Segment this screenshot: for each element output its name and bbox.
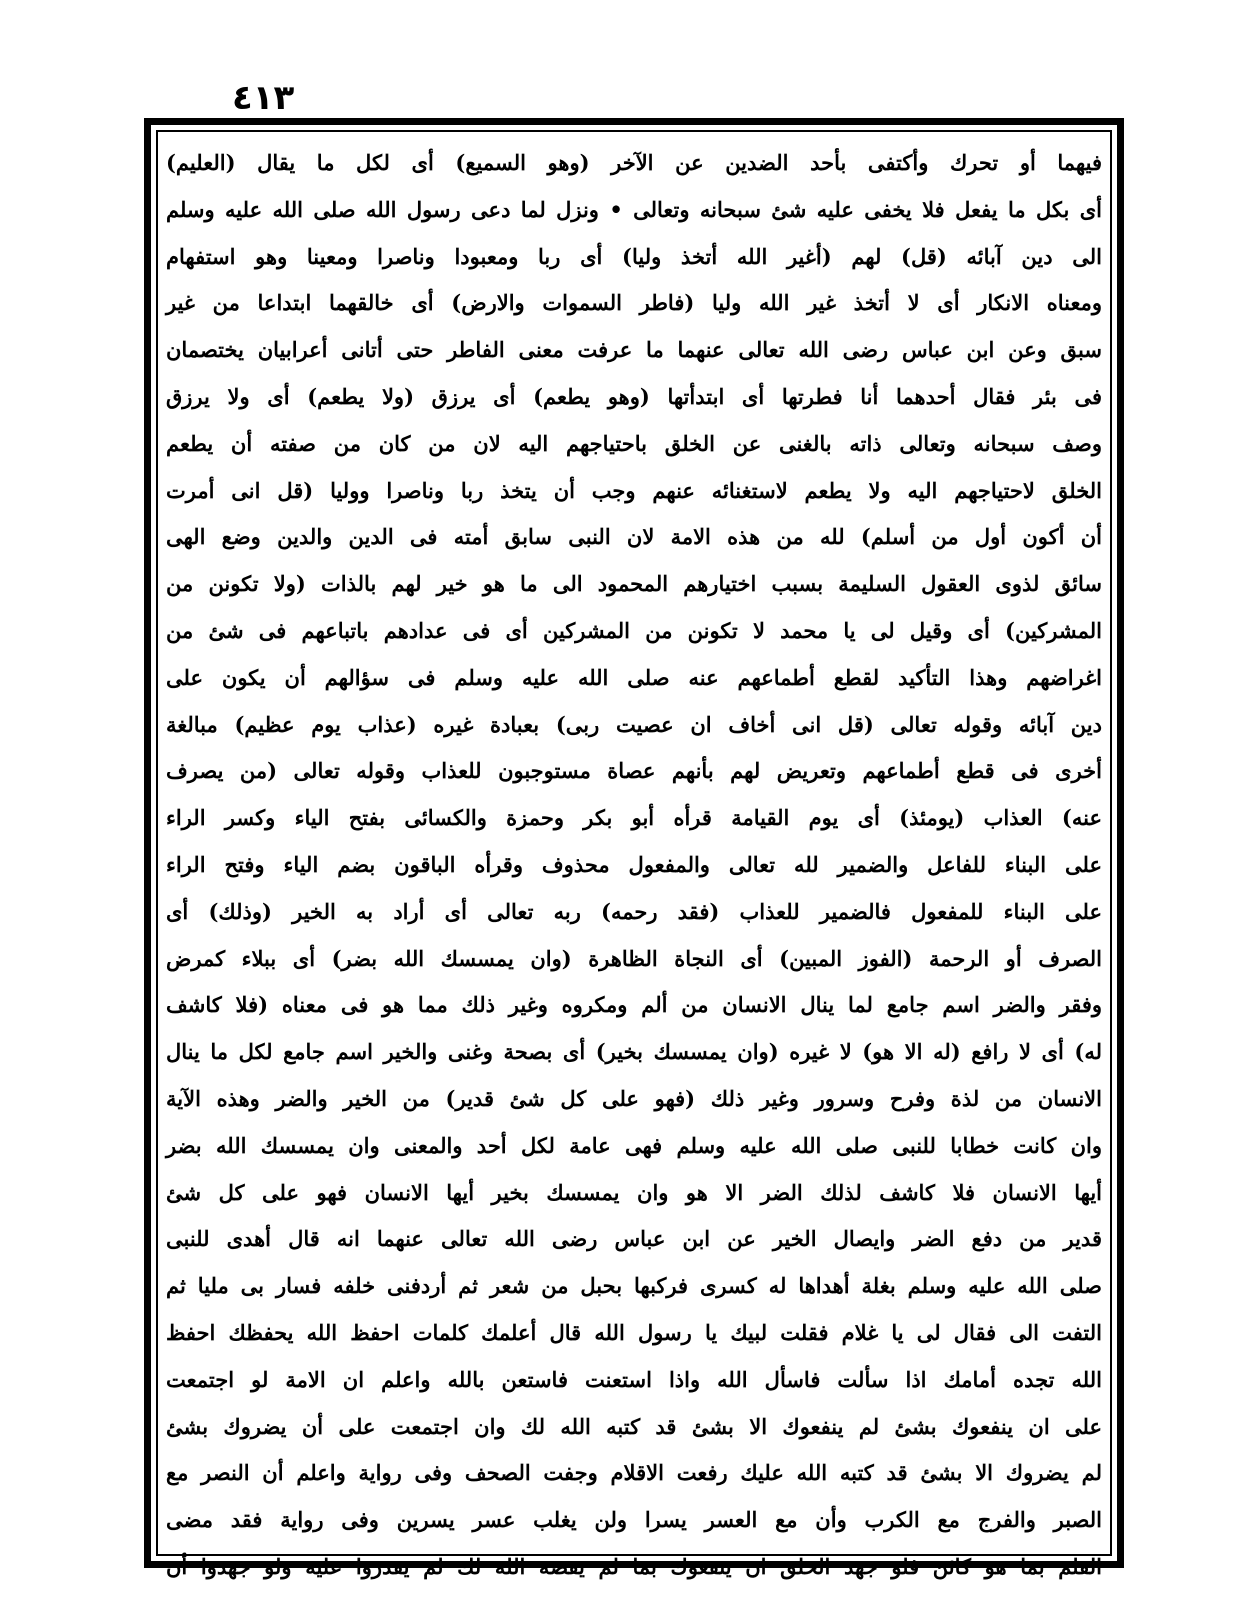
text-line: التفت الى فقال لى يا غلام فقلت لبيك يا رسول الله قال أعلمك كلمات احفظ الله يحفظك احفظ xyxy=(166,1319,1102,1345)
text-line: على ان ينفعوك بشئ لم ينفعوك الا بشئ قد كتبه الله لك وان اجتمعت على أن يضروك بشئ xyxy=(166,1413,1102,1439)
text-line: صلى الله عليه وسلم بغلة أهداها له كسرى فركبها بحبل من شعر ثم أردفنى خلفه فسار بى مليا ثم xyxy=(166,1273,1102,1299)
text-line: الله تجده أمامك اذا سألت فاسأل الله واذا استعنت فاستعن بالله واعلم ان الامة لو اجتمعت xyxy=(166,1366,1102,1392)
text-line: قدير من دفع الضر وايصال الخير عن ابن عباس رضى الله تعالى عنهما انه قال أهدى للنبى xyxy=(166,1226,1102,1252)
text-line: على البناء للمفعول فالضمير للعذاب (فقد رحمه) ربه تعالى أى أراد به الخير (وذلك) أى xyxy=(166,898,1102,924)
arabic-text-body xyxy=(166,140,1102,1579)
text-line: القلم بما هو كائن فلو جهد الخلق ان ينفعوك بما لم يقضه الله لك لم يقدروا عليه ولو جهدوا أن xyxy=(166,1553,1102,1579)
text-line: فيهما أو تحرك وأكتفى بأحد الضدين عن الآخر (وهو السميع) أى لكل ما يقال (العليم) xyxy=(166,150,1102,175)
page-number: ٤١٣ xyxy=(232,78,295,118)
text-line: أيها الانسان فلا كاشف لذلك الضر الا هو وان يمسسك بخير أيها الانسان فهو على كل شئ xyxy=(166,1179,1102,1205)
text-line: المشركين) أى وقيل لى يا محمد لا تكونن من المشركين أى فى عدادهم باتباعهم فى شئ من xyxy=(166,617,1102,643)
text-line: له) أى لا رافع (له الا هو) لا غيره (وان يمسسك بخير) أى بصحة وغنى والخير اسم جامع لكل ما ينال xyxy=(166,1039,1102,1065)
text-line: دين آبائه وقوله تعالى (قل انى أخاف ان عصيت ربى) بعبادة غيره (عذاب يوم عظيم) مبالغة xyxy=(166,711,1102,737)
text-line: وفقر والضر اسم جامع لما ينال الانسان من ألم ومكروه وغير ذلك مما هو فى معناه (فلا كاشف xyxy=(166,992,1102,1018)
text-line: فى بئر فقال أحدهما أنا فطرتها أى ابتدأتها (وهو يطعم) أى يرزق (ولا يطعم) أى ولا يرزق xyxy=(166,383,1102,409)
text-line: الى دين آبائه (قل) لهم (أغير الله أتخذ وليا) أى ربا ومعبودا وناصرا ومعينا وهو استفهام xyxy=(166,243,1102,269)
text-line: عنه) العذاب (يومئذ) أى يوم القيامة قرأه أبو بكر وحمزة والكسائى بفتح الياء وكسر الراء xyxy=(166,805,1102,831)
text-line: أن أكون أول من أسلم) لله من هذه الامة لان النبى سابق أمته فى الدين والدين وضع الهى xyxy=(166,524,1102,550)
text-line: الانسان من لذة وفرح وسرور وغير ذلك (فهو على كل شئ قدير) من الخير والضر وهذه الآية xyxy=(166,1085,1102,1111)
text-line: على البناء للفاعل والضمير لله تعالى والمفعول محذوف وقرأه الباقون بضم الياء وفتح الراء xyxy=(166,851,1102,877)
text-line: وان كانت خطابا للنبى صلى الله عليه وسلم فهى عامة لكل أحد والمعنى وان يمسسك الله بضر xyxy=(166,1132,1102,1158)
text-line: اغراضهم وهذا التأكيد لقطع أطماعهم عنه صلى الله عليه وسلم فى سؤالهم أن يكون على xyxy=(166,664,1102,690)
text-line: الخلق لاحتياجهم اليه ولا يطعم لاستغنائه عنهم وجب أن يتخذ ربا وناصرا ووليا (قل انى أمرت xyxy=(166,477,1102,503)
text-line: لم يضروك الا بشئ قد كتبه الله عليك رفعت الاقلام وجفت الصحف وفى رواية واعلم أن النصر مع xyxy=(166,1460,1102,1486)
text-line: سبق وعن ابن عباس رضى الله تعالى عنهما ما عرفت معنى الفاطر حتى أتانى أعرابيان يختصمان xyxy=(166,337,1102,363)
text-line: الصرف أو الرحمة (الفوز المبين) أى النجاة الظاهرة (وان يمسسك الله بضر) أى ببلاء كمرض xyxy=(166,945,1102,971)
text-line: أى بكل ما يفعل فلا يخفى عليه شئ سبحانه وتعالى • ونزل لما دعى رسول الله صلى الله عليه وسلم xyxy=(166,196,1102,222)
text-line: وصف سبحانه وتعالى ذاته بالغنى عن الخلق باحتياجهم اليه لان من كان من صفته أن يطعم xyxy=(166,430,1102,456)
text-line: أخرى فى قطع أطماعهم وتعريض لهم بأنهم عصاة مستوجبون للعذاب وقوله تعالى (من يصرف xyxy=(166,758,1102,784)
text-line: الصبر والفرج مع الكرب وأن مع العسر يسرا ولن يغلب عسر يسرين وفى رواية فقد مضى xyxy=(166,1507,1102,1533)
text-line: ومعناه الانكار أى لا أتخذ غير الله وليا (فاطر السموات والارض) أى خالقهما ابتداعا من غير xyxy=(166,290,1102,316)
text-line: سائق لذوى العقول السليمة بسبب اختيارهم المحمود الى ما هو خير لهم بالذات (ولا تكونن من xyxy=(166,571,1102,597)
